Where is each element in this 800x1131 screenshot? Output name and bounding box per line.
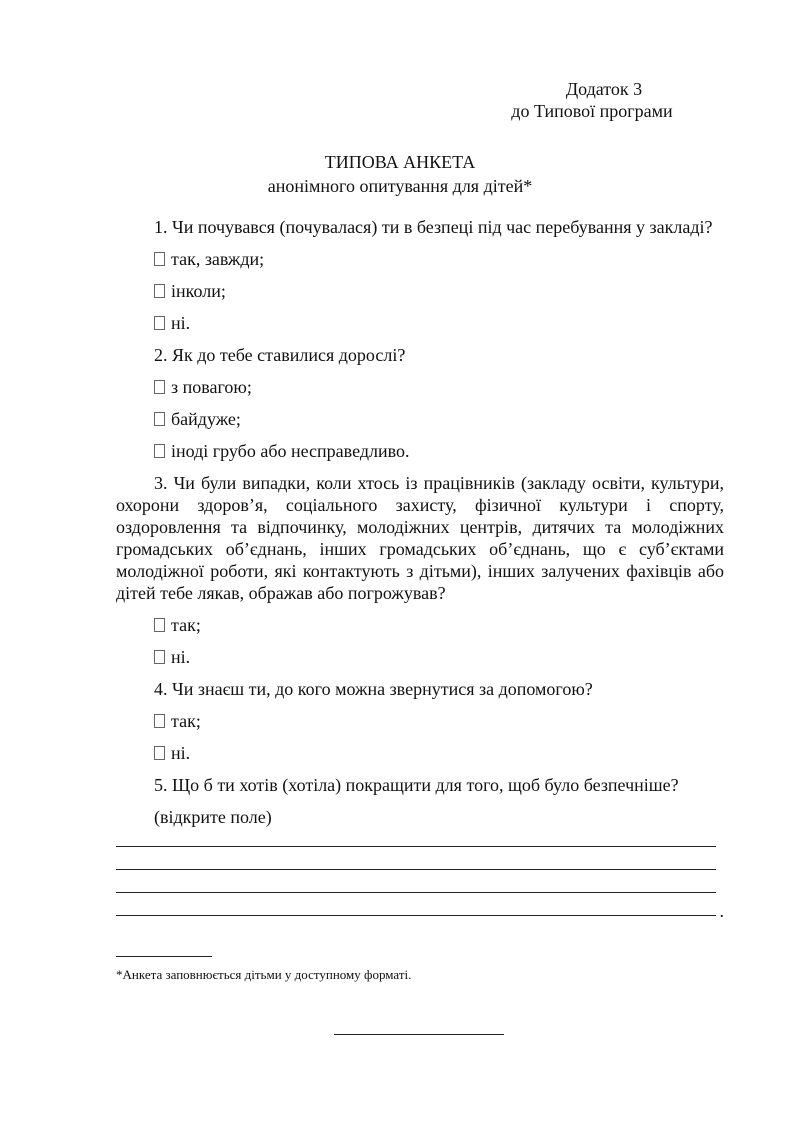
answer-line[interactable] — [116, 846, 716, 847]
checkbox-icon[interactable] — [154, 714, 165, 728]
open-answer-area[interactable] — [116, 846, 736, 938]
option-label: так; — [171, 615, 201, 635]
answer-line[interactable] — [116, 901, 724, 921]
title-main: ТИПОВА АНКЕТА — [324, 152, 476, 172]
checkbox-icon[interactable] — [154, 746, 165, 760]
questionnaire — [116, 216, 724, 828]
appendix-number: Додаток 3 — [565, 79, 643, 99]
option-row — [116, 408, 724, 430]
option-label: ні. — [171, 743, 191, 763]
option-label: ні. — [171, 313, 191, 333]
question-5: 5. Що б ти хотів (хотіла) покращити для того, щоб було безпечніше? — [154, 775, 679, 795]
option-label: так; — [171, 711, 201, 731]
checkbox-icon[interactable] — [154, 380, 165, 394]
footnote: *Анкета заповнюється дітьми у доступному форматі. — [116, 967, 412, 982]
option-label: іноді грубо або несправедливо. — [171, 441, 410, 461]
footnote-separator — [116, 956, 212, 957]
option-row — [116, 646, 724, 668]
option-row — [116, 710, 724, 732]
question-2: 2. Як до тебе ставилися дорослі? — [154, 345, 406, 365]
appendix-reference: до Типової програми — [511, 101, 673, 121]
closing-rule — [334, 1034, 504, 1035]
question-1: 1. Чи почувався (почувалася) ти в безпеці під час перебування у закладі? — [154, 217, 713, 237]
answer-line[interactable] — [116, 869, 716, 870]
option-row — [116, 248, 724, 270]
option-row — [116, 376, 724, 398]
checkbox-icon[interactable] — [154, 650, 165, 664]
option-label: ні. — [171, 647, 191, 667]
answer-line[interactable] — [116, 892, 716, 893]
checkbox-icon[interactable] — [154, 444, 165, 458]
open-field-note: (відкрите поле) — [154, 807, 272, 827]
answer-line-end: . — [719, 901, 724, 921]
option-row — [116, 312, 724, 334]
question-4: 4. Чи знаєш ти, до кого можна звернутися за допомогою? — [154, 679, 593, 699]
option-label: з повагою; — [171, 377, 252, 397]
checkbox-icon[interactable] — [154, 316, 165, 330]
option-label: інколи; — [171, 281, 226, 301]
checkbox-icon[interactable] — [154, 284, 165, 298]
document-title — [0, 150, 800, 198]
checkbox-icon[interactable] — [154, 252, 165, 266]
option-row — [116, 280, 724, 302]
option-row — [116, 440, 724, 462]
option-label: байдуже; — [171, 409, 241, 429]
question-3: 3. Чи були випадки, коли хтось із працівників (закладу освіти, культури, охорони здоров’я, соціального захисту, фізичної культури і спорту, оздоровлення та відпочинку, молодіжних центрів, дитячих та молодіжних громадських об’єднань, інших громадських об’єднань, що є суб’єктами молодіжної роботи, які контактують з дітьми), інших залучених фахівців або дітей тебе лякав, ображав або погрожував? — [116, 473, 724, 603]
appendix-heading — [472, 78, 712, 122]
option-row — [116, 614, 724, 636]
option-label: так, завжди; — [171, 249, 265, 269]
checkbox-icon[interactable] — [154, 412, 165, 426]
checkbox-icon[interactable] — [154, 618, 165, 632]
title-subtitle: анонімного опитування для дітей* — [267, 176, 533, 196]
option-row — [116, 742, 724, 764]
